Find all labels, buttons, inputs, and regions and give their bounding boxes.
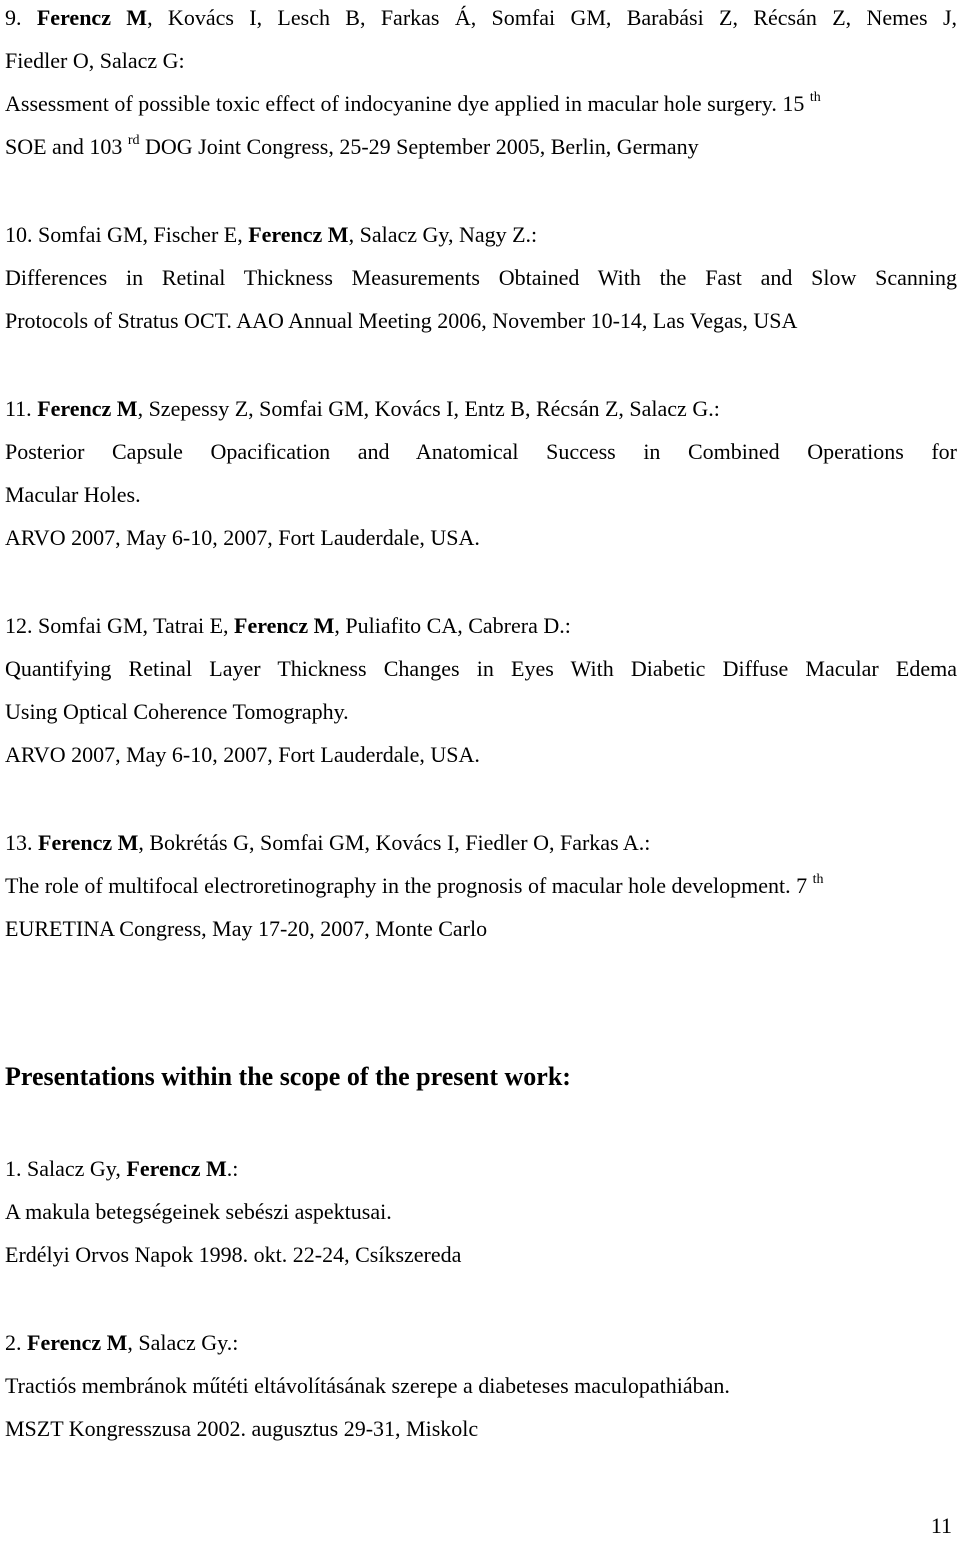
- entry-number: 10.: [5, 222, 33, 247]
- author-list: , Salacz Gy, Nagy Z.:: [348, 222, 538, 247]
- author-highlight: Ferencz M: [248, 222, 349, 247]
- entry-number: 11.: [5, 396, 32, 421]
- entry-number: 13.: [5, 830, 33, 855]
- superscript: rd: [127, 133, 140, 148]
- author-list: , Puliafito CA, Cabrera D.:: [334, 613, 571, 638]
- presentation-2-authors: [5, 1329, 238, 1357]
- entry-9-authors: [5, 4, 957, 32]
- entry-number: 2.: [5, 1330, 22, 1355]
- author-highlight: Ferencz M: [36, 5, 148, 30]
- entry-venue-rest: DOG Joint Congress, 25-29 September 2005, Berlin, Germany: [139, 134, 699, 159]
- author-highlight: Ferencz M: [37, 396, 138, 421]
- entry-title: Assessment of possible toxic effect of indocyanine dye applied in macular hole surgery. 15: [5, 91, 805, 116]
- page-number: 11: [930, 1513, 952, 1538]
- entry-title: The role of multifocal electroretinography in the prognosis of macular hole development. 7: [5, 873, 808, 898]
- superscript: th: [812, 872, 824, 887]
- entry-number: 12.: [5, 613, 33, 638]
- presentation-1-title: A makula betegségeinek sebészi aspektusai.: [5, 1199, 392, 1224]
- entry-9-authors-cont: Fiedler O, Salacz G:: [5, 48, 185, 73]
- entry-12-authors: [5, 612, 571, 640]
- entry-11-title: Posterior Capsule Opacification and Anatomical Success in Combined Operations for: [5, 439, 957, 464]
- author-highlight: Ferencz M: [38, 830, 139, 855]
- author-list: , Bokrétás G, Somfai GM, Kovács I, Fiedler O, Farkas A.:: [138, 830, 651, 855]
- entry-10-authors: [5, 221, 537, 249]
- entry-10-title-cont: Protocols of Stratus OCT. AAO Annual Meeting 2006, November 10-14, Las Vegas, USA: [5, 308, 798, 333]
- entry-9-venue: [5, 133, 699, 161]
- entry-number: 9.: [5, 5, 22, 30]
- author-list: , Kovács I, Lesch B, Farkas Á, Somfai GM, Barabási Z, Récsán Z, Nemes J,: [147, 5, 958, 30]
- presentation-2-venue: MSZT Kongresszusa 2002. augusztus 29-31, Miskolc: [5, 1416, 479, 1441]
- author-list: .:: [226, 1156, 239, 1181]
- author-list: , Szepessy Z, Somfai GM, Kovács I, Entz B, Récsán Z, Salacz G.:: [137, 396, 720, 421]
- author-list: Salacz Gy,: [21, 1156, 127, 1181]
- entry-13-title: [5, 872, 824, 900]
- presentation-1-authors: [5, 1155, 238, 1183]
- entry-11-venue: ARVO 2007, May 6-10, 2007, Fort Lauderdale, USA.: [5, 525, 480, 550]
- author-highlight: Ferencz M: [126, 1156, 227, 1181]
- entry-number: 1.: [5, 1156, 22, 1181]
- entry-venue: SOE and 103: [5, 134, 123, 159]
- entry-9-title: [5, 90, 821, 118]
- presentation-2-title: Tractiós membránok műtéti eltávolításának szerepe a diabeteses maculopathiában.: [5, 1373, 730, 1398]
- author-list: , Salacz Gy.:: [127, 1330, 239, 1355]
- author-list: Somfai GM, Fischer E,: [32, 222, 249, 247]
- entry-11-title-cont: Macular Holes.: [5, 482, 141, 507]
- entry-10-title: Differences in Retinal Thickness Measurements Obtained With the Fast and Slow Scanning: [5, 265, 957, 290]
- author-highlight: Ferencz M: [27, 1330, 128, 1355]
- author-list: Somfai GM, Tatrai E,: [32, 613, 235, 638]
- section-heading: Presentations within the scope of the present work:: [5, 1062, 571, 1091]
- entry-12-title-cont: Using Optical Coherence Tomography.: [5, 699, 349, 724]
- entry-11-authors: [5, 395, 720, 423]
- presentation-1-venue: Erdélyi Orvos Napok 1998. okt. 22-24, Csíkszereda: [5, 1242, 462, 1267]
- author-highlight: Ferencz M: [234, 613, 335, 638]
- entry-13-authors: [5, 829, 650, 857]
- superscript: th: [809, 90, 821, 105]
- entry-12-venue: ARVO 2007, May 6-10, 2007, Fort Lauderdale, USA.: [5, 742, 480, 767]
- entry-13-venue: EURETINA Congress, May 17-20, 2007, Monte Carlo: [5, 916, 488, 941]
- entry-12-title: Quantifying Retinal Layer Thickness Changes in Eyes With Diabetic Diffuse Macular Edema: [5, 656, 957, 681]
